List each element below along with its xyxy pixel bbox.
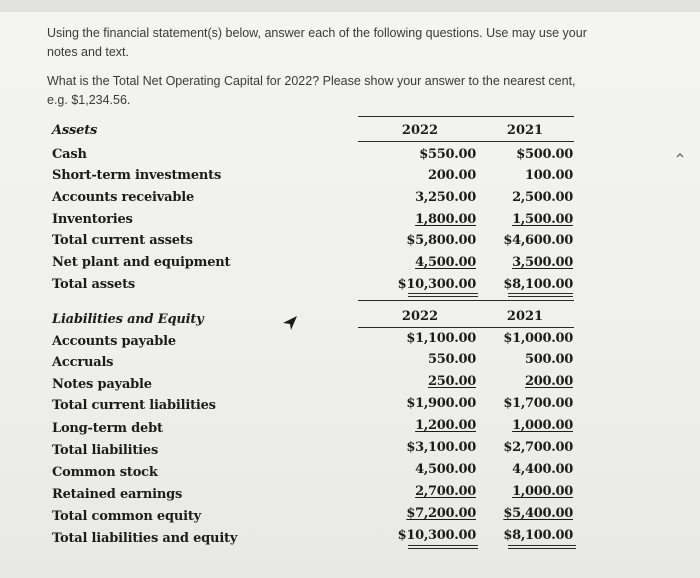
row-label-retained-earnings: Retained earnings: [52, 487, 183, 502]
row-label-cash: Cash: [52, 147, 87, 162]
inventories-2021: 1,500.00: [512, 212, 573, 227]
assets-heading: Assets: [52, 123, 98, 138]
mouse-cursor-icon: [282, 315, 298, 331]
retained-earnings-2022: 2,700.00: [415, 484, 476, 499]
row-label-accruals: Accruals: [52, 355, 114, 370]
net-plant-equipment-2021: 3,500.00: [512, 255, 573, 270]
liabilities-top-rule: [358, 300, 574, 301]
total-assets-2022: $10,300.00: [397, 277, 476, 292]
accounts-receivable-2022: 3,250.00: [415, 190, 476, 205]
total-liabilities-equity-2022-double-rule: [408, 545, 478, 549]
row-label-total-common-equity: Total common equity: [52, 509, 202, 524]
row-label-short-term-investments: Short-term investments: [52, 168, 222, 183]
accruals-2022: 550.00: [428, 352, 476, 367]
cash-2022: $550.00: [419, 147, 476, 162]
row-label-total-assets: Total assets: [52, 277, 136, 292]
inventories-2022: 1,800.00: [415, 212, 476, 227]
retained-earnings-2021: 1,000.00: [512, 484, 573, 499]
accounts-receivable-2021: 2,500.00: [512, 190, 573, 205]
row-label-total-current-assets: Total current assets: [52, 233, 193, 248]
total-liabilities-equity-2021-double-rule: [508, 545, 576, 549]
total-common-equity-2022: $7,200.00: [406, 506, 476, 521]
short-term-investments-2022: 200.00: [428, 168, 476, 183]
row-label-total-current-liabilities: Total current liabilities: [52, 398, 216, 413]
assets-year-2021: 2021: [506, 123, 544, 138]
row-label-common-stock: Common stock: [52, 465, 158, 480]
notes-payable-2022: 250.00: [428, 374, 476, 389]
net-plant-equipment-2022: 4,500.00: [415, 255, 476, 270]
assets-header-rule: [358, 141, 574, 142]
instructions-text: Using the financial statement(s) below, answer each of the following questions. Use may use your notes and text.: [47, 26, 587, 59]
row-label-inventories: Inventories: [52, 212, 133, 227]
notes-payable-2021: 200.00: [525, 374, 573, 389]
liabilities-year-2021: 2021: [506, 309, 544, 324]
short-term-investments-2021: 100.00: [525, 168, 573, 183]
total-assets-2022-double-rule: [408, 293, 478, 297]
total-common-equity-2021: $5,400.00: [503, 506, 573, 521]
total-current-liabilities-2021: $1,700.00: [503, 396, 573, 411]
liabilities-header-rule: [358, 327, 574, 328]
row-label-total-liabilities: Total liabilities: [52, 443, 159, 458]
assets-year-2022: 2022: [401, 123, 439, 138]
common-stock-2022: 4,500.00: [415, 462, 476, 477]
row-label-accounts-payable: Accounts payable: [52, 334, 176, 349]
total-current-assets-2021: $4,600.00: [503, 233, 573, 248]
total-current-liabilities-2022: $1,900.00: [406, 396, 476, 411]
caret-mark-icon: [676, 152, 684, 160]
cash-2021: $500.00: [516, 147, 573, 162]
row-label-long-term-debt: Long-term debt: [52, 421, 163, 436]
total-current-assets-2022: $5,800.00: [406, 233, 476, 248]
long-term-debt-2021: 1,000.00: [512, 418, 573, 433]
row-label-net-plant-equipment: Net plant and equipment: [52, 255, 231, 270]
liabilities-heading: Liabilities and Equity: [52, 312, 204, 327]
row-label-notes-payable: Notes payable: [52, 377, 152, 392]
accruals-2021: 500.00: [525, 352, 573, 367]
liabilities-year-2022: 2022: [401, 309, 439, 324]
assets-top-rule: [358, 116, 574, 117]
total-liabilities-2022: $3,100.00: [406, 440, 476, 455]
accounts-payable-2021: $1,000.00: [503, 331, 573, 346]
long-term-debt-2022: 1,200.00: [415, 418, 476, 433]
row-label-total-liabilities-equity: Total liabilities and equity: [52, 531, 238, 546]
question-text: What is the Total Net Operating Capital for 2022? Please show your answer to the nearest cent, e.g. $1,234.56.: [47, 74, 576, 107]
total-liabilities-2021: $2,700.00: [503, 440, 573, 455]
total-liabilities-equity-2022: $10,300.00: [397, 528, 476, 543]
common-stock-2021: 4,400.00: [512, 462, 573, 477]
total-assets-2021-double-rule: [508, 293, 573, 297]
total-assets-2021: $8,100.00: [503, 277, 573, 292]
top-band: [0, 0, 700, 12]
total-liabilities-equity-2021: $8,100.00: [503, 528, 573, 543]
row-label-accounts-receivable: Accounts receivable: [52, 190, 195, 205]
accounts-payable-2022: $1,100.00: [406, 331, 476, 346]
